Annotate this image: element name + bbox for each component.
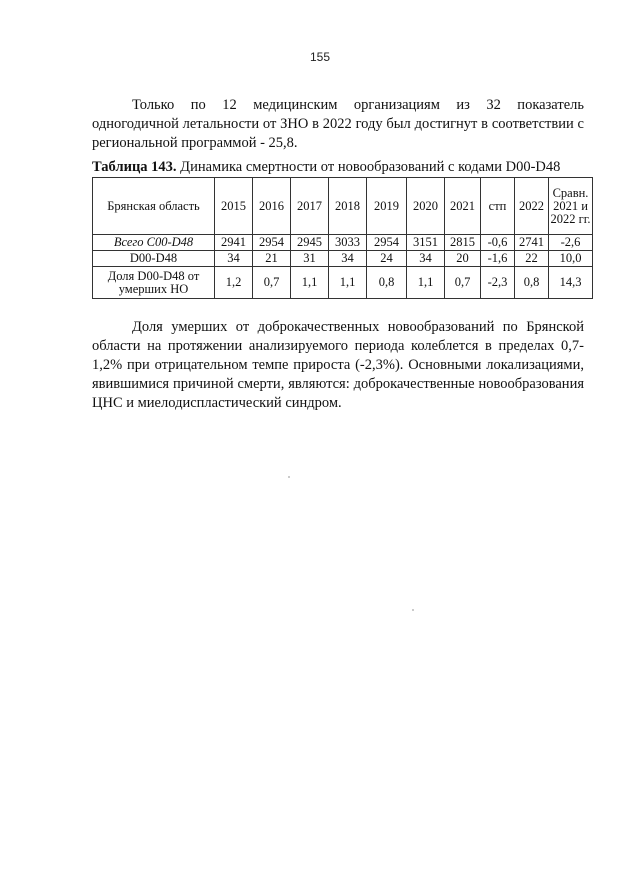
table-cell: 22 — [515, 251, 549, 267]
header-2020: 2020 — [407, 178, 445, 235]
table-cell: 2954 — [253, 235, 291, 251]
table-cell: 1,2 — [215, 267, 253, 299]
table-cell: -0,6 — [481, 235, 515, 251]
table-cell: 20 — [445, 251, 481, 267]
table-row — [93, 251, 593, 267]
table-caption-label: Таблица 143. — [92, 159, 177, 175]
table-cell: 34 — [329, 251, 367, 267]
table-cell: 0,7 — [445, 267, 481, 299]
header-region: Брянская область — [93, 178, 215, 235]
table-cell: 3033 — [329, 235, 367, 251]
table-cell: 2945 — [291, 235, 329, 251]
table-row — [93, 267, 593, 299]
header-stp: стп — [481, 178, 515, 235]
paragraph-intro — [92, 96, 584, 153]
header-2022: 2022 — [515, 178, 549, 235]
row-label: D00-D48 — [93, 251, 215, 267]
row-label: Доля D00-D48 от умерших НО — [93, 267, 215, 299]
table-cell: 10,0 — [549, 251, 593, 267]
table-cell: 14,3 — [549, 267, 593, 299]
scan-speck — [288, 476, 290, 478]
table-cell: 2815 — [445, 235, 481, 251]
table-cell: 1,1 — [291, 267, 329, 299]
table-cell: 0,8 — [515, 267, 549, 299]
header-2015: 2015 — [215, 178, 253, 235]
table-cell: 21 — [253, 251, 291, 267]
paragraph-conclusion-text: Доля умерших от доброкачественных новообразований по Брянской области на протяжении анализируемого периода колеблется в пределах 0,7-1,2% при отрицательном темпе прироста (-2,3%). Основными локализациями, явившимися причиной смерти, являются: доброкачественные новообразования ЦНС и миелодиспластический синдром. — [92, 319, 584, 411]
header-2019: 2019 — [367, 178, 407, 235]
paragraph-conclusion — [92, 318, 584, 413]
header-2016: 2016 — [253, 178, 291, 235]
table-cell: 2741 — [515, 235, 549, 251]
table-cell: 2941 — [215, 235, 253, 251]
table-header-row — [93, 178, 593, 235]
table-cell: 34 — [407, 251, 445, 267]
table-caption-text: Динамика смертности от новообразований с кодами D00-D48 — [176, 159, 561, 175]
header-2021: 2021 — [445, 178, 481, 235]
header-2018: 2018 — [329, 178, 367, 235]
table-cell: 1,1 — [329, 267, 367, 299]
header-2017: 2017 — [291, 178, 329, 235]
header-comparison: Сравн. 2021 и 2022 гг. — [549, 178, 593, 235]
table-cell: 31 — [291, 251, 329, 267]
table-row — [93, 235, 593, 251]
table-cell: -1,6 — [481, 251, 515, 267]
table-caption — [92, 158, 592, 176]
paragraph-intro-text: Только по 12 медицинским организациям из 32 показатель одногодичной летальности от ЗНО в 2022 году был достигнут в соответствии с региональной программой - 25,8. — [92, 97, 584, 151]
table-cell: -2,6 — [549, 235, 593, 251]
table-cell: 1,1 — [407, 267, 445, 299]
table-cell: 3151 — [407, 235, 445, 251]
mortality-table — [92, 177, 593, 299]
table-cell: 34 — [215, 251, 253, 267]
scan-speck — [412, 609, 414, 611]
row-label: Всего C00-D48 — [93, 235, 215, 251]
page-number: 155 — [309, 50, 331, 64]
table-cell: 0,7 — [253, 267, 291, 299]
table-cell: 24 — [367, 251, 407, 267]
table-cell: 0,8 — [367, 267, 407, 299]
table-cell: -2,3 — [481, 267, 515, 299]
table-cell: 2954 — [367, 235, 407, 251]
